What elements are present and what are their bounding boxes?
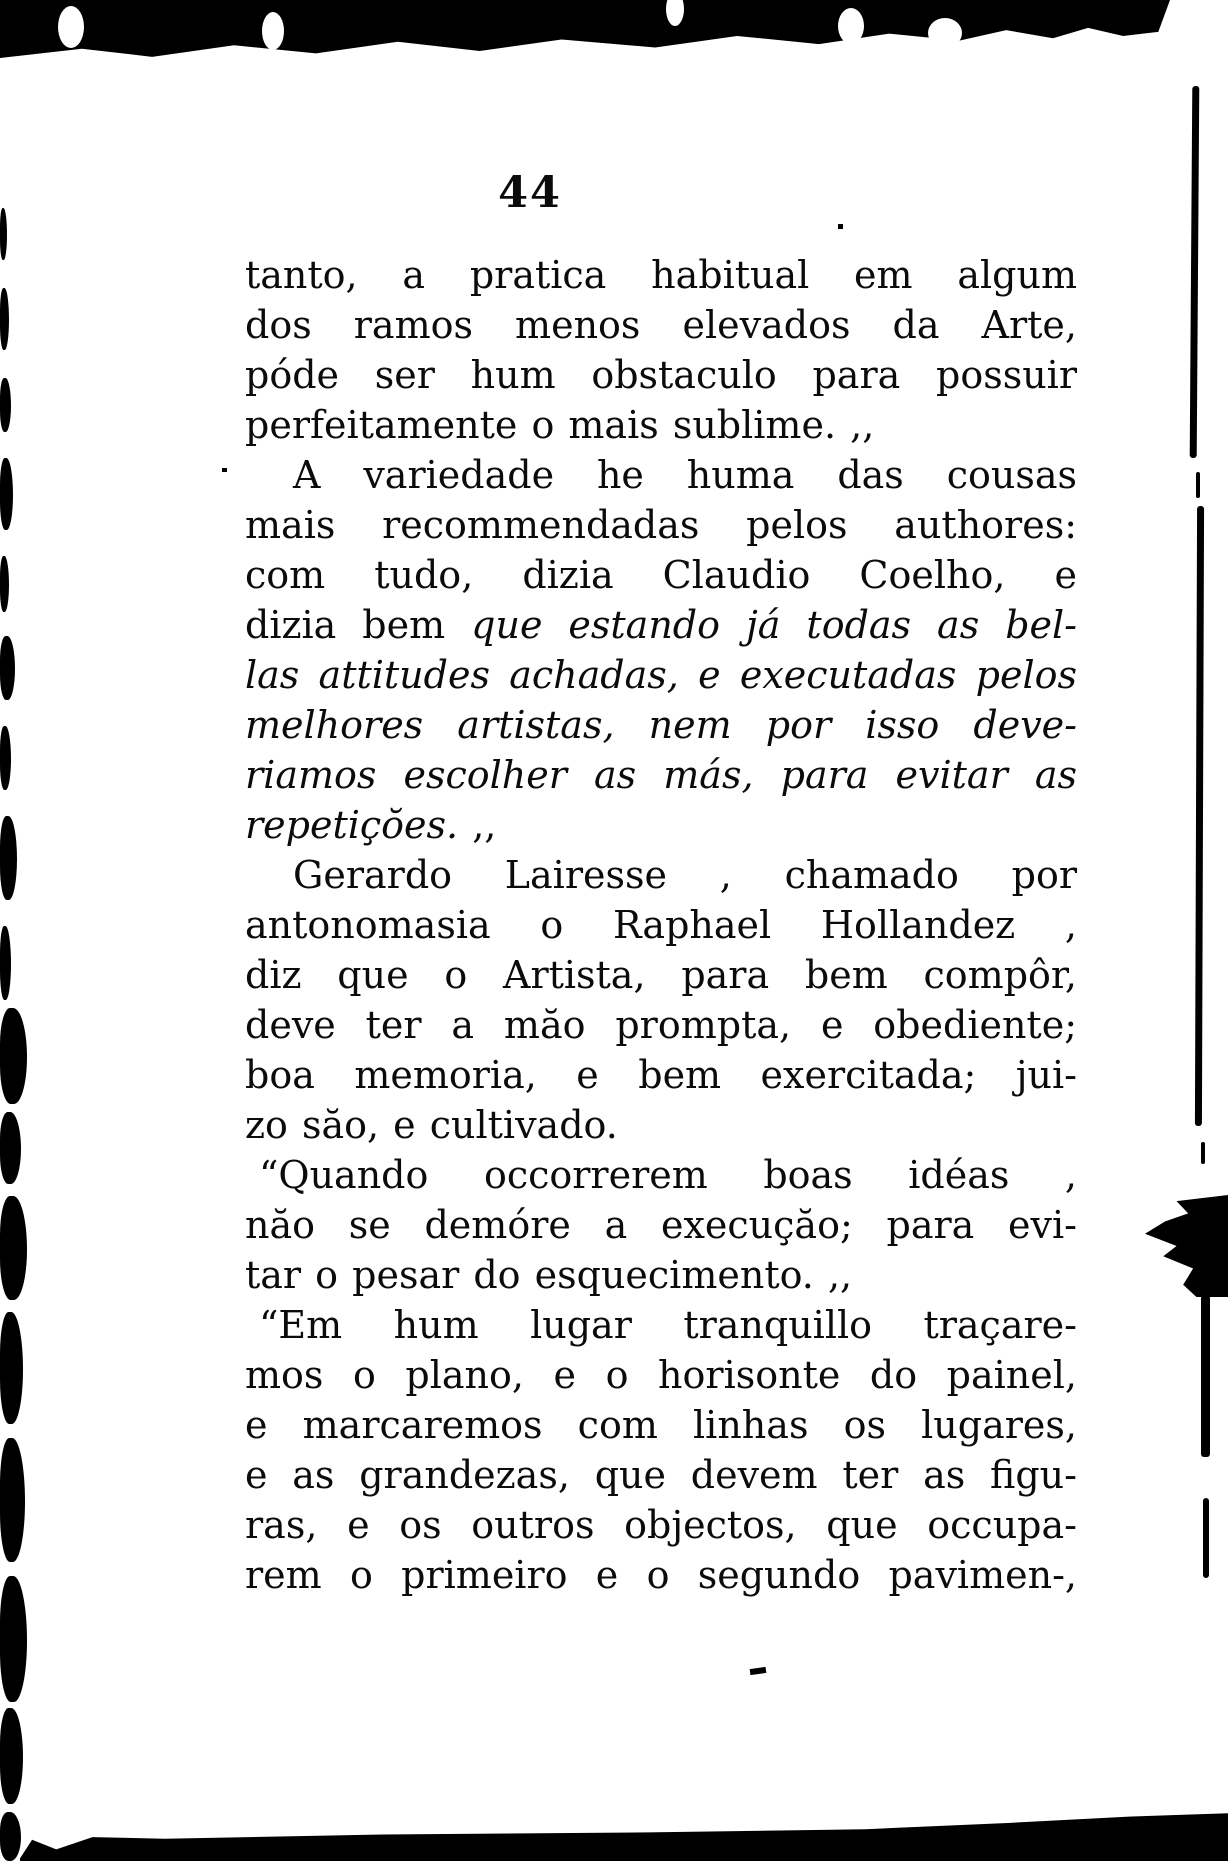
text-line [245, 1500, 1077, 1550]
text-segment: mos o plano, e o horisonte do painel, [245, 1353, 1077, 1397]
text-segment: dos ramos menos elevados da Arte, [245, 303, 1077, 347]
text-line [245, 400, 1077, 450]
text-line [245, 500, 1077, 550]
text-line [245, 800, 1077, 850]
text-segment: mais recommendadas pelos authores: [245, 503, 1077, 547]
text-line [245, 1250, 1077, 1300]
scan-artifact-left-blob [0, 378, 11, 432]
scan-artifact-top-band [0, 0, 1170, 58]
scan-artifact-left-blob [0, 816, 17, 900]
text-segment: ras, e os outros objectos, que occupa- [245, 1503, 1077, 1547]
text-segment: com tudo, dizia Claudio Coelho, e [245, 553, 1077, 597]
text-segment: tar o pesar do esquecimento. ,, [245, 1253, 853, 1297]
text-segment: e marcaremos com linhas os lugares, [245, 1403, 1077, 1447]
text-segment: rem o primeiro e o segundo pavimen-, [245, 1553, 1077, 1597]
scan-artifact-left-blob [0, 458, 13, 530]
scan-artifact-speck [838, 224, 843, 229]
scan-artifact-left-blob [0, 1312, 23, 1424]
scan-artifact-right-rule [1190, 86, 1200, 458]
text-segment: antonomasia o Raphael Hollandez , [245, 903, 1077, 947]
scan-artifact-right-rule [1196, 472, 1200, 498]
text-line [245, 1050, 1077, 1100]
text-block [245, 250, 1077, 1600]
text-segment: perfeitamente o mais sublime. ,, [245, 403, 875, 447]
scan-artifact-left-blob [0, 926, 11, 1000]
text-line [245, 350, 1077, 400]
text-segment: A variedade he huma das cousas [293, 453, 1077, 497]
text-segment: tanto, a pratica habitual em algum [245, 253, 1077, 297]
text-line [245, 1450, 1077, 1500]
scan-artifact-top-gap [262, 12, 284, 50]
text-line [245, 1350, 1077, 1400]
text-line [245, 1550, 1077, 1600]
text-line [245, 1150, 1077, 1200]
scan-artifact-speck [750, 1667, 767, 1675]
scan-artifact-left-blob [0, 726, 11, 790]
text-line [245, 850, 1077, 900]
text-segment: zo săo, e cultivado. [245, 1103, 618, 1147]
text-segment: Gerardo Lairesse , chamado por [293, 853, 1077, 897]
scan-artifact-bottom-band [20, 1808, 1228, 1861]
scan-artifact-left-blob [0, 1196, 27, 1300]
page-number: 44 [498, 168, 562, 218]
text-line [245, 1400, 1077, 1450]
text-segment: boa memoria, e bem exercitada; jui- [245, 1053, 1077, 1097]
scan-artifact-left-blob [0, 208, 7, 260]
text-segment: que estando já todas as bel- [471, 603, 1077, 647]
text-segment: “Quando occorrerem boas idéas , [259, 1153, 1077, 1197]
scan-artifact-right-rule [1203, 1498, 1209, 1578]
scan-artifact-left-blob [0, 1812, 21, 1861]
scan-artifact-speck [222, 468, 227, 472]
text-line [245, 1200, 1077, 1250]
scan-artifact-right-rule [1201, 1142, 1205, 1164]
text-segment: las attitudes achadas, e executadas pelos [245, 653, 1077, 697]
text-segment: deve ter a măo prompta, e obediente; [245, 1003, 1077, 1047]
scan-artifact-top-gap [928, 18, 962, 48]
scan-artifact-right-rule [1201, 1295, 1210, 1457]
text-line [245, 250, 1077, 300]
text-line [245, 1300, 1077, 1350]
scan-artifact-ink-blot [1145, 1195, 1228, 1297]
scan-artifact-right-rule [1195, 506, 1204, 1126]
scan-artifact-left-blob [0, 1438, 25, 1562]
scan-artifact-top-gap [58, 6, 84, 48]
scan-artifact-left-blob [0, 1708, 23, 1804]
scan-artifact-top-gap [838, 8, 864, 44]
text-segment: riamos escolher as más, para evitar as [245, 753, 1077, 797]
scan-artifact-left-blob [0, 636, 15, 700]
scan-artifact-left-blob [0, 556, 9, 612]
text-line [245, 300, 1077, 350]
text-line [245, 1000, 1077, 1050]
text-line [245, 700, 1077, 750]
text-segment: e as grandezas, que devem ter as figu- [245, 1453, 1077, 1497]
text-segment: póde ser hum obstaculo para possuir [245, 353, 1077, 397]
scan-artifact-left-blob [0, 1008, 27, 1104]
scan-artifact-left-blob [0, 288, 9, 350]
text-segment: năo se demóre a execuçăo; para evi- [245, 1203, 1077, 1247]
text-line [245, 750, 1077, 800]
text-line [245, 600, 1077, 650]
scan-artifact-left-blob [0, 1576, 27, 1702]
text-line [245, 650, 1077, 700]
text-segment: diz que o Artista, para bem compôr, [245, 953, 1077, 997]
text-segment: repetiçŏes. [245, 803, 459, 847]
text-segment: ,, [458, 803, 497, 847]
text-line [245, 950, 1077, 1000]
text-segment: melhores artistas, nem por isso deve- [245, 703, 1077, 747]
text-line [245, 900, 1077, 950]
text-line [245, 450, 1077, 500]
scan-artifact-left-blob [0, 1112, 21, 1184]
text-segment: dizia bem [245, 603, 472, 647]
text-line [245, 550, 1077, 600]
text-segment: “Em hum lugar tranquillo traçare- [259, 1303, 1077, 1347]
text-line [245, 1100, 1077, 1150]
